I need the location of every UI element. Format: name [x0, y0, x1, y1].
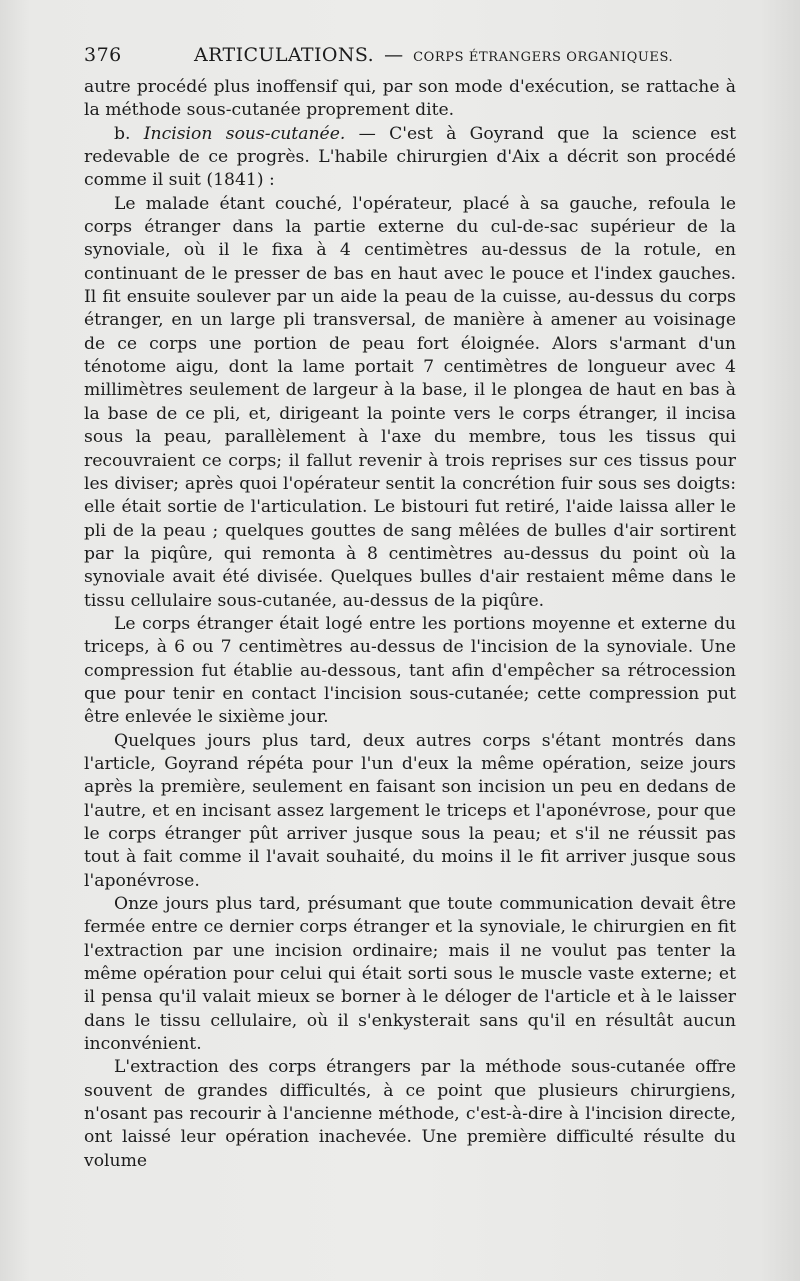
paragraph [84, 613, 736, 730]
paragraph-text: Le corps étranger était logé entre les portions moyenne et externe du triceps, à 6 ou 7 centimètres au-dessus de l'incision de la synoviale. Une compression fut établie au-dessous, tant afin d'empêcher sa rétrocession que pour tenir en contact l'incision sous-cutanée; cette compression put être enlevée le sixième jour. [84, 613, 736, 728]
paragraph-section-b [84, 123, 736, 193]
page-body [84, 76, 736, 1173]
paragraph-text: autre procédé plus inoffensif qui, par son mode d'exécution, se rattache à la méthode sous-cutanée proprement dite. [84, 77, 736, 121]
running-header [84, 44, 736, 76]
paragraph [84, 193, 736, 613]
paragraph [84, 730, 736, 893]
paragraph [84, 893, 736, 1056]
section-label: b. [114, 123, 131, 144]
paragraph-text: Quelques jours plus tard, deux autres corps s'étant montrés dans l'article, Goyrand répéta pour l'un d'eux la même opération, seize jours après la première, seulement en faisant son incision un peu en dedans de l'autre, et en incisant assez largement le triceps et l'aponévrose, pour que le corps étranger pût arriver jusque sous la peau; et s'il ne réussit pas tout à fait comme il l'avait souhaité, du moins il le fit arriver jusque sous l'aponévrose. [84, 730, 736, 891]
paragraph-text: — C'est à Goyrand que la science est redevable de ce progrès. L'habile chirurgien d'Aix a décrit son procédé comme il suit (1841) : [84, 123, 736, 191]
running-title: ARTICULATIONS. [194, 44, 375, 66]
header-dash: — [384, 44, 404, 66]
page-number: 376 [84, 44, 122, 66]
paragraph [84, 1056, 736, 1173]
paragraph-text: Onze jours plus tard, présumant que toute communication devait être fermée entre ce dernier corps étranger et la synoviale, le chirurgien en fit l'extraction par une incision ordinaire; mais il ne voulut pas tenter la même opération pour celui qui était sorti sous le muscle vaste externe; et il pensa qu'il valait mieux se borner à le déloger de l'article et à le laisser dans le tissu cellulaire, où il s'enkysterait sans qu'il en résultât aucun inconvénient. [84, 894, 736, 1055]
running-subtitle: CORPS ÉTRANGERS ORGANIQUES. [413, 50, 674, 65]
section-heading: Incision sous-cutanée. [143, 123, 346, 144]
paragraph-text: L'extraction des corps étrangers par la méthode sous-cutanée offre souvent de grandes difficultés, à ce point que plusieurs chirurgiens, n'osant pas recourir à l'ancienne méthode, c'est-à-dire à l'incision directe, ont laissé leur opération inachevée. Une première difficulté résulte du volume [84, 1057, 736, 1171]
paragraph-text: Le malade étant couché, l'opérateur, placé à sa gauche, refoula le corps étranger dans la partie externe du cul-de-sac supérieur de la synoviale, où il le fixa à 4 centimètres au-dessus de la rotule, en continuant de le presser de bas en haut avec le pouce et l'index gauches. Il fit ensuite soulever par un aide la peau de la cuisse, au-dessus du corps étranger, en un large pli transversal, de manière à amener au voisinage de ce corps une portion de peau fort éloignée. Alors s'armant d'un ténotome aigu, dont la lame portait 7 centimètres de longueur avec 4 millimètres seulement de largeur à la base, il le plongea de haut en bas à la base de ce pli, et, dirigeant la pointe vers le corps étranger, il incisa sous la peau, parallèlement à l'axe du membre, tous les tissus qui recouvraient ce corps; il fallut revenir à trois reprises sur ces tissus pour les diviser; après quoi l'opérateur sentit la concrétion fuir sous ses doigts: elle était sortie de l'articulation. Le bistouri fut retiré, l'aide laissa aller le pli de la peau ; quelques gouttes de sang mêlées de bulles d'air sortirent par la piqûre, qui remonta à 8 centimètres au-dessus du point où la synoviale avait été divisée. Quelques bulles d'air restaient même dans le tissu cellulaire sous-cutanée, au-dessus de la piqûre. [84, 193, 736, 611]
paragraph-continuation [84, 76, 736, 123]
